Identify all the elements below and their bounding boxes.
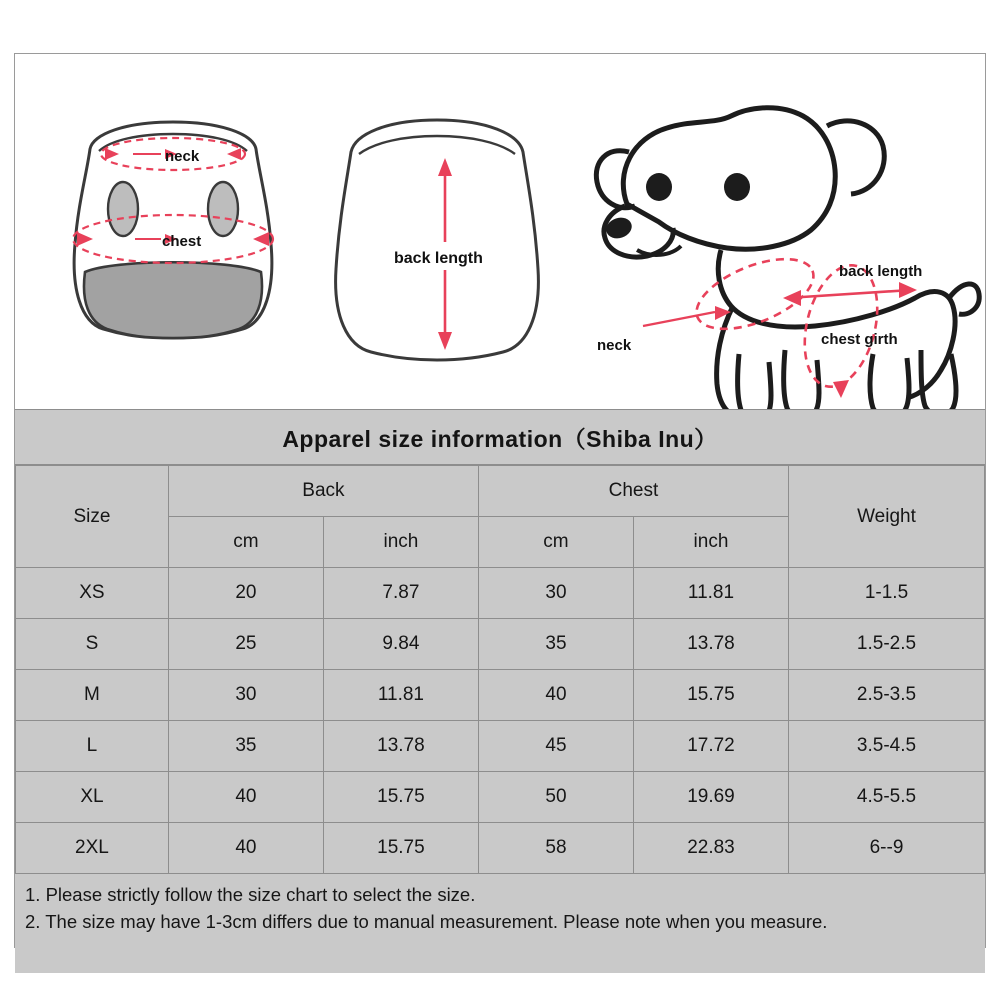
cell-back-cm: 25: [168, 619, 323, 670]
header-size: Size: [16, 466, 169, 568]
dog-neck-label: neck: [597, 337, 632, 354]
cell-back-inch: 15.75: [323, 772, 478, 823]
cell-chest-cm: 50: [478, 772, 633, 823]
cell-back-inch: 11.81: [323, 670, 478, 721]
dog-back-length-label: back length: [839, 263, 923, 280]
cell-chest-cm: 35: [478, 619, 633, 670]
header-back: Back: [168, 466, 478, 517]
table-group-header-row: [16, 466, 985, 517]
cell-chest-cm: 58: [478, 823, 633, 874]
header-chest-cm: cm: [478, 517, 633, 568]
illustration-panel: [15, 54, 985, 409]
cell-back-inch: 13.78: [323, 721, 478, 772]
table-row: [16, 568, 985, 619]
header-back-inch: inch: [323, 517, 478, 568]
cell-weight: 1.5-2.5: [789, 619, 985, 670]
dog-chest-girth-label: chest girth: [821, 331, 898, 348]
cell-back-inch: 9.84: [323, 619, 478, 670]
cell-size: L: [16, 721, 169, 772]
front-chest-label: chest: [162, 233, 202, 250]
table-row: [16, 721, 985, 772]
cell-size: XS: [16, 568, 169, 619]
cell-chest-inch: 19.69: [633, 772, 788, 823]
note-line-2: 2. The size may have 1-3cm differs due to manual measurement. Please note when you measure.: [25, 910, 828, 932]
cell-back-inch: 15.75: [323, 823, 478, 874]
cell-chest-cm: 30: [478, 568, 633, 619]
cell-size: S: [16, 619, 169, 670]
note-line-1: 1. Please strictly follow the size chart to select the size.: [25, 884, 476, 905]
size-table: [15, 465, 985, 874]
table-row: [16, 670, 985, 721]
cell-weight: 2.5-3.5: [789, 670, 985, 721]
cell-weight: 1-1.5: [789, 568, 985, 619]
header-weight: Weight: [789, 466, 985, 568]
cell-chest-inch: 15.75: [633, 670, 788, 721]
front-view-garment: [73, 122, 273, 338]
cell-chest-inch: 22.83: [633, 823, 788, 874]
header-chest-inch: inch: [633, 517, 788, 568]
cell-weight: 6--9: [789, 823, 985, 874]
cell-back-cm: 30: [168, 670, 323, 721]
garment-diagrams: [15, 54, 985, 409]
cell-size: M: [16, 670, 169, 721]
cell-back-cm: 20: [168, 568, 323, 619]
header-chest: Chest: [478, 466, 788, 517]
cell-chest-inch: 17.72: [633, 721, 788, 772]
cell-weight: 3.5-4.5: [789, 721, 985, 772]
table-title-bar: [15, 409, 985, 465]
cell-back-inch: 7.87: [323, 568, 478, 619]
cell-chest-cm: 40: [478, 670, 633, 721]
back-length-label: back length: [394, 250, 483, 267]
back-view-garment: [336, 120, 539, 360]
cell-size: XL: [16, 772, 169, 823]
cell-back-cm: 40: [168, 772, 323, 823]
cell-weight: 4.5-5.5: [789, 772, 985, 823]
dog-illustration: [596, 108, 979, 409]
front-neck-label: neck: [165, 148, 200, 165]
cell-size: 2XL: [16, 823, 169, 874]
header-back-cm: cm: [168, 517, 323, 568]
table-title: Apparel size information（Shiba Inu）: [282, 425, 718, 452]
table-row: [16, 823, 985, 874]
cell-chest-inch: 11.81: [633, 568, 788, 619]
cell-chest-inch: 13.78: [633, 619, 788, 670]
table-row: [16, 619, 985, 670]
cell-back-cm: 35: [168, 721, 323, 772]
cell-back-cm: 40: [168, 823, 323, 874]
table-row: [16, 772, 985, 823]
size-chart-card: [14, 53, 986, 948]
cell-chest-cm: 45: [478, 721, 633, 772]
notes-section: [15, 874, 985, 973]
